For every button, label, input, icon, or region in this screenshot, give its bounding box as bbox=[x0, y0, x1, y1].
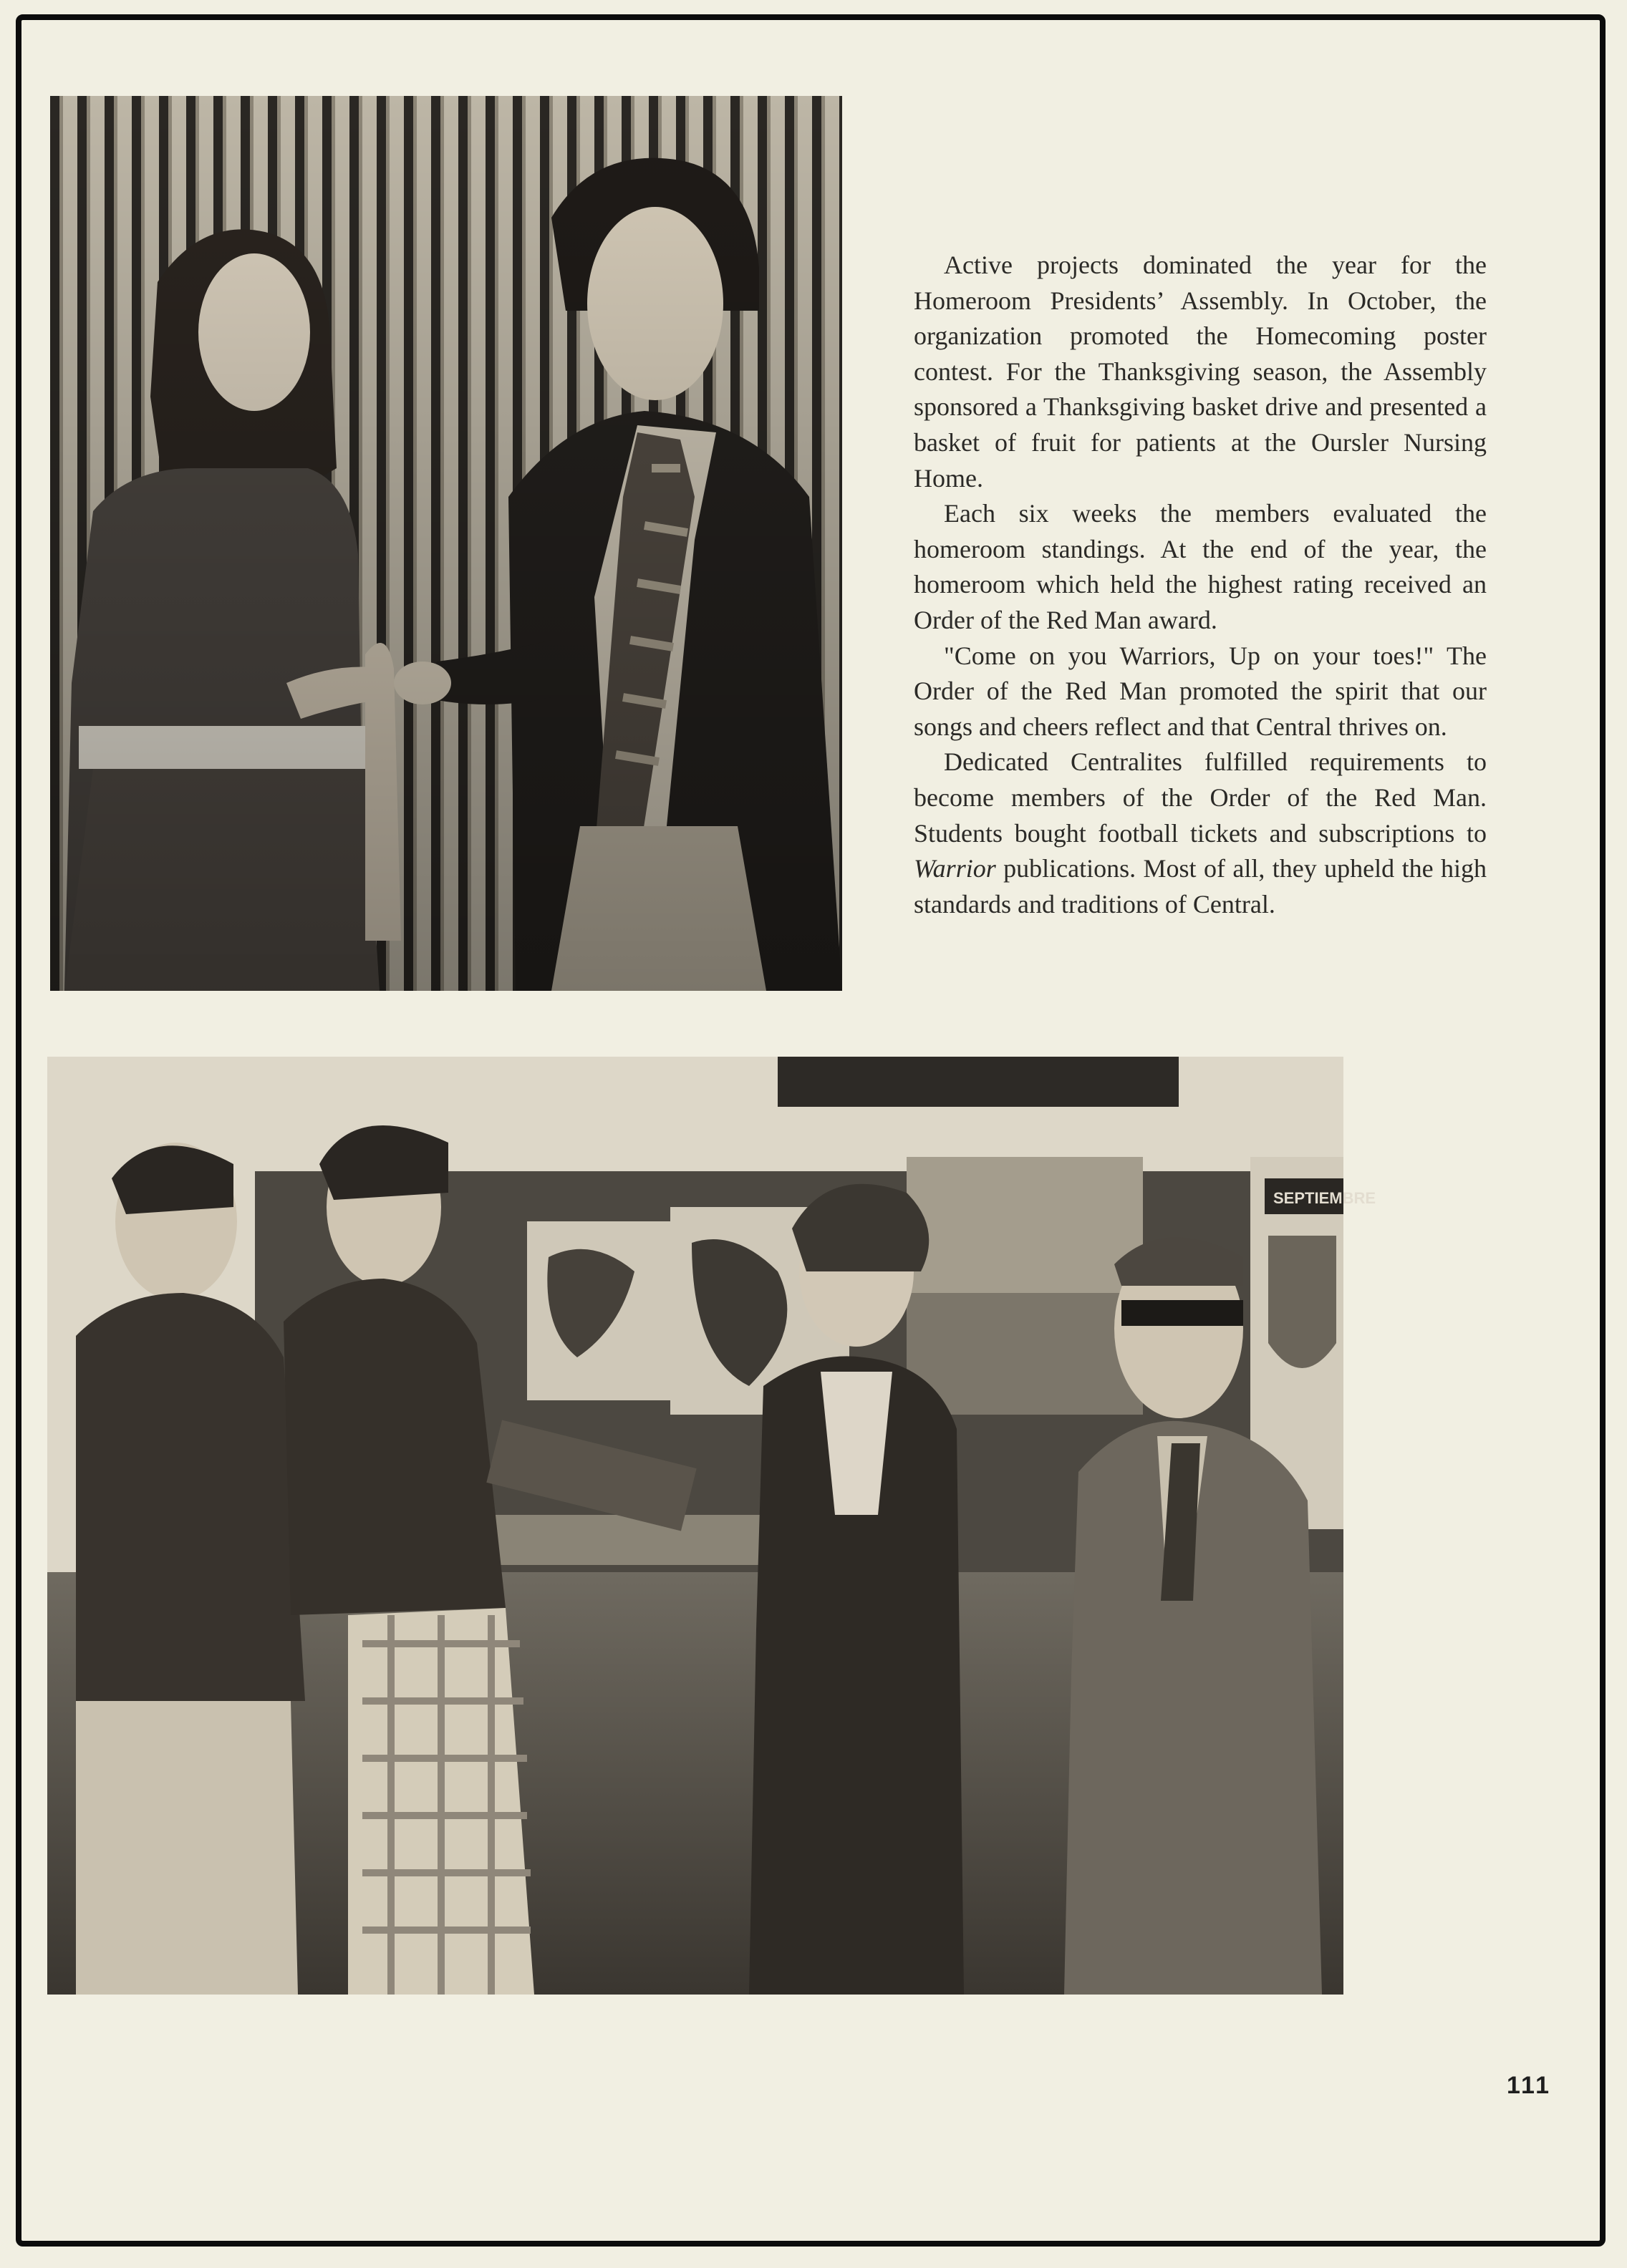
article-paragraph-3: "Come on you Warriors, Up on your toes!" The Order of the Red Man promoted the spirit that our songs and cheers reflect and that Central thrives on. bbox=[914, 641, 1487, 741]
photo-student-exchange bbox=[50, 96, 842, 991]
article-paragraph-4 bbox=[914, 745, 1487, 922]
septiembre-poster-text: SEPTIEMBRE bbox=[1273, 1189, 1376, 1207]
page-number: 111 bbox=[1507, 2072, 1551, 2099]
article-paragraph-2: Each six weeks the members evaluated the homeroom standings. At the end of the year, the homeroom which held the highest rating received an Order of the Red Man award. bbox=[914, 499, 1487, 634]
warrior-publication-title: Warrior bbox=[914, 854, 996, 883]
article-text bbox=[914, 248, 1487, 922]
photo-award-presentation-image bbox=[47, 1057, 1376, 1995]
article-paragraph-1: Active projects dominated the year for the Homeroom Presidents’ Assembly. In October, the organization promoted the Homecoming poster contest. For the Thanksgiving season, the Assembly sponsored a Thanksgiving basket drive and presented a basket of fruit for patients at the Oursler Nursing Home. bbox=[914, 251, 1487, 493]
photo-award-presentation bbox=[47, 1057, 1376, 1995]
photo-student-exchange-image bbox=[50, 96, 842, 991]
article-paragraph-4-start: Dedicated Centralites fulfilled requirements to become members of the Order of the Red Man. Students bought football tickets and subscriptions to bbox=[914, 747, 1487, 848]
article-paragraph-4-end: publications. Most of all, they upheld the high standards and traditions of Central. bbox=[914, 854, 1487, 919]
